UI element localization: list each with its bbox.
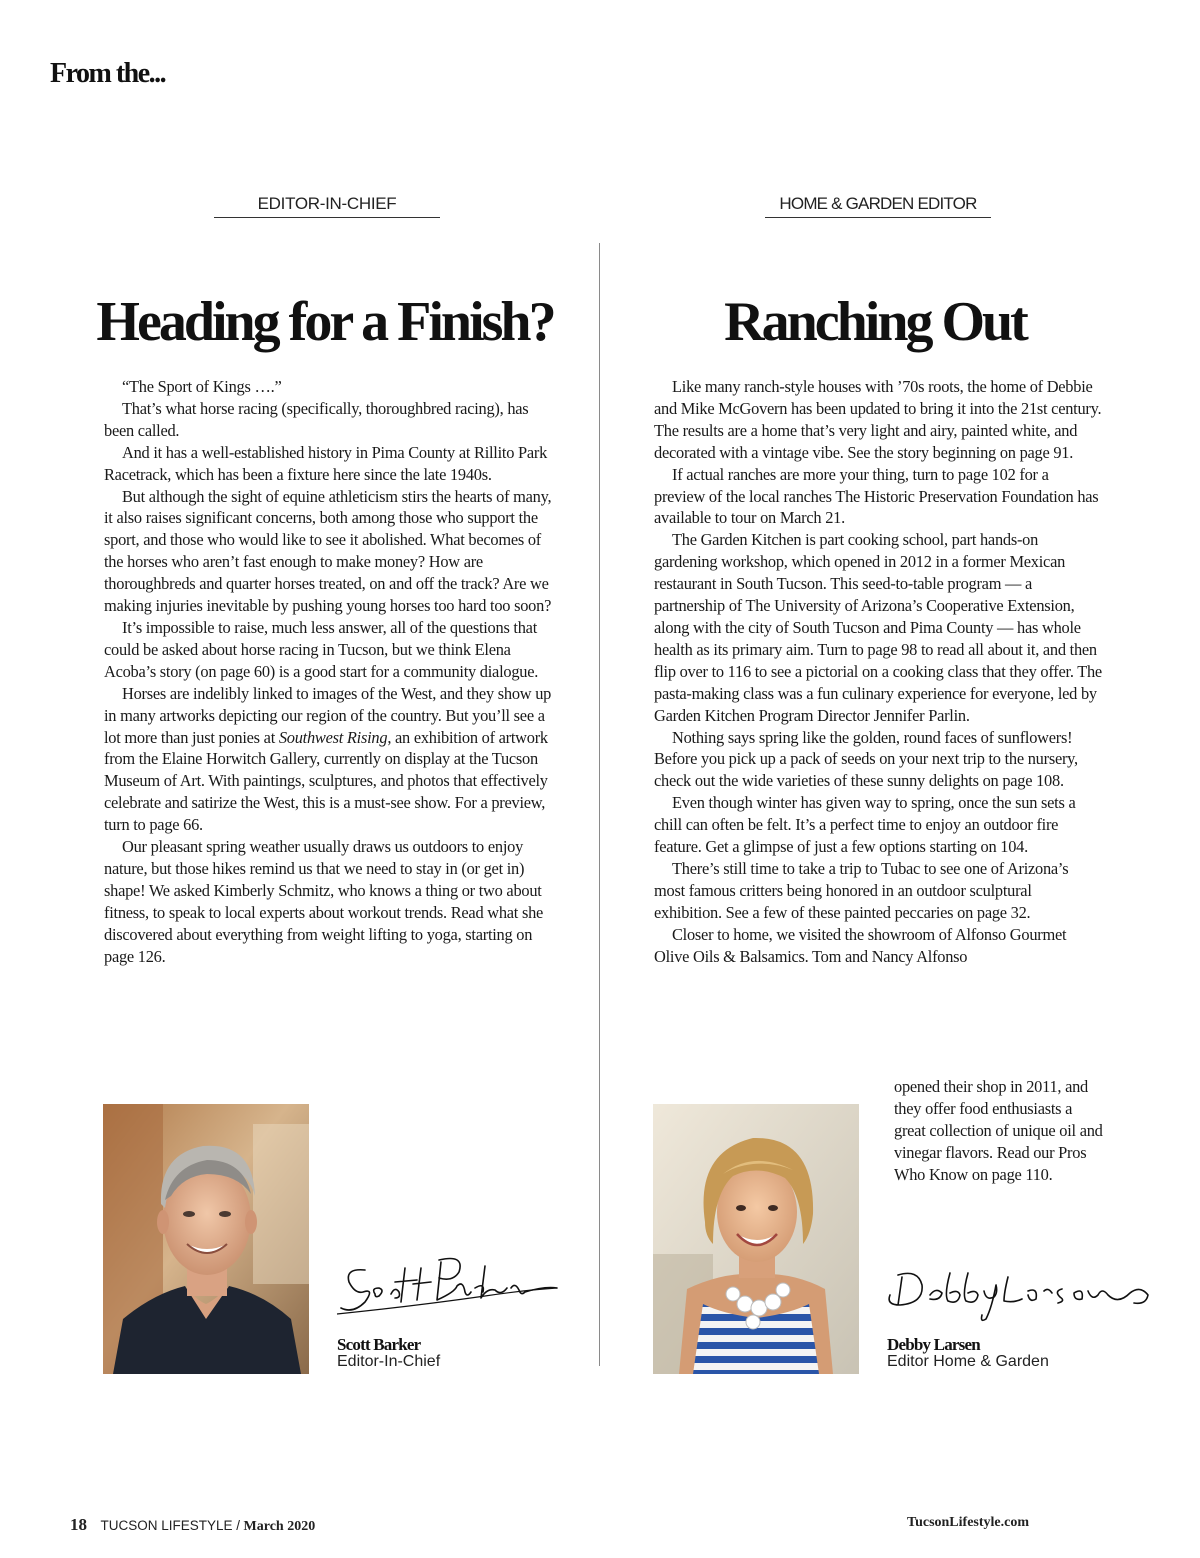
column-divider	[599, 243, 600, 1366]
magazine-name: TUCSON LIFESTYLE /	[100, 1518, 241, 1533]
paragraph-text: Horses are indelibly linked to images of the West, and they show up in many artworks depicting our region of the country. But you’ll see a lot more than just ponies at	[104, 683, 552, 747]
paragraph: That’s what horse racing (specifically, thoroughbred racing), has been called.	[104, 398, 529, 440]
paragraph: Nothing says spring like the golden, round faces of sunflowers! Before you pick up a pack of seeds on your next trip to the nursery, check out the wide varieties of these sunny delights on page 108.	[654, 727, 1078, 791]
page-footer-left	[70, 1515, 315, 1535]
editor-in-chief-title: Editor-In-Chief	[337, 1353, 441, 1370]
section-label-editor-in-chief: EDITOR-IN-CHIEF	[214, 194, 440, 218]
paragraph: opened their shop in 2011, and they offer food enthusiasts a great collection of unique oil and vinegar flavors. Read our Pros Who Know on page 110.	[894, 1077, 1103, 1184]
headline-left: Heading for a Finish?	[96, 291, 554, 353]
website-url: TucsonLifestyle.com	[907, 1515, 1029, 1530]
paragraph: The Garden Kitchen is part cooking school, part hands-on gardening workshop, which opened in 2012 in a former Mexican restaurant in South Tucson. This seed-to-table program — a partnership of The University of Arizona’s Cooperative Extension, along with the city of South Tucson and Pima County — has whole health as its primary aim. Turn to page 98 to read all about it, and then flip over to 116 to see a pictorial on a cooking class that they offer. The pasta-making class was a fun culinary experience for everyone, led by Garden Kitchen Program Director Jennifer Parlin.	[654, 530, 1102, 725]
debby-larsen-signature	[878, 1265, 1158, 1325]
paragraph: Our pleasant spring weather usually draws us outdoors to enjoy nature, but those hikes remind us that we need to stay in (or get in) shape! We asked Kimberly Schmitz, who knows a thing or two about fitness, to speak to local experts about workout trends. Read what she discovered about everything from weight lifting to yoga, starting on page 126.	[104, 837, 544, 966]
paragraph-text: , an exhibition of artwork from the Elaine Horwitch Gallery, currently on display at the Tucson Museum of Art. With paintings, sculptures, and photos that effectively celebrate and satirize the West, this is a must-see show. For a preview, turn to page 66.	[104, 727, 548, 835]
paragraph: Even though winter has given way to spring, once the sun sets a chill can often be felt. It’s a perfect time to enjoy an outdoor fire feature. Get a glimpse of just a few options starting on 104.	[654, 793, 1076, 857]
paragraph: It’s impossible to raise, much less answer, all of the questions that could be asked about horse racing in Tucson, but we think Elena Acoba’s story (on page 60) is a good start for a community dialogue.	[104, 617, 539, 681]
home-garden-editor-name: Debby Larsen	[887, 1335, 980, 1354]
paragraph: But although the sight of equine athleticism stirs the hearts of many, it also raises significant concerns, both among those who support the sport, and those who would like to see it abolished. What becomes of the horses who aren’t fast enough to make money? How are thoroughbreds and quarter horses treated, on and off the track? Are we making injuries inevitable by pushing young horses too hard too soon?	[104, 486, 552, 616]
paragraph: If actual ranches are more your thing, turn to page 102 for a preview of the local ranches The Historic Preservation Foundation has available to tour on March 21.	[654, 464, 1099, 528]
editor-in-chief-photo	[103, 1104, 309, 1374]
scott-barker-signature	[335, 1248, 560, 1328]
section-kicker: From the...	[50, 58, 166, 89]
paragraph: Like many ranch-style houses with ’70s roots, the home of Debbie and Mike McGovern has been updated to bring it into the 21st century. The results are a home that’s very light and airy, painted white, and decorated with a vintage vibe. See the story beginning on page 91.	[654, 377, 1102, 462]
exhibition-title: Southwest Rising	[278, 727, 388, 747]
home-garden-editor-photo	[653, 1104, 859, 1374]
home-garden-editor-title: Editor Home & Garden	[887, 1353, 1049, 1370]
editor-in-chief-name: Scott Barker	[337, 1335, 421, 1354]
paragraph	[104, 683, 556, 836]
headline-right: Ranching Out	[724, 291, 1026, 353]
page-number: 18	[70, 1515, 87, 1534]
editor-letter-body	[104, 376, 556, 967]
paragraph: There’s still time to take a trip to Tubac to see one of Arizona’s most famous critters being honored in an outdoor sculptural exhibition. See a few of these painted peccaries on page 32.	[654, 858, 1069, 922]
section-label-home-garden-editor: HOME & GARDEN EDITOR	[765, 194, 991, 218]
home-garden-letter-continuation	[894, 1076, 1106, 1186]
issue-date: March 2020	[243, 1519, 316, 1534]
paragraph: And it has a well-established history in Pima County at Rillito Park Racetrack, which has been a fixture here since the late 1940s.	[104, 442, 548, 484]
paragraph: Closer to home, we visited the showroom of Alfonso Gourmet Olive Oils & Balsamics. Tom and Nancy Alfonso	[654, 924, 1067, 966]
home-garden-letter-body	[654, 376, 1102, 967]
paragraph: “The Sport of Kings ….”	[122, 377, 282, 396]
